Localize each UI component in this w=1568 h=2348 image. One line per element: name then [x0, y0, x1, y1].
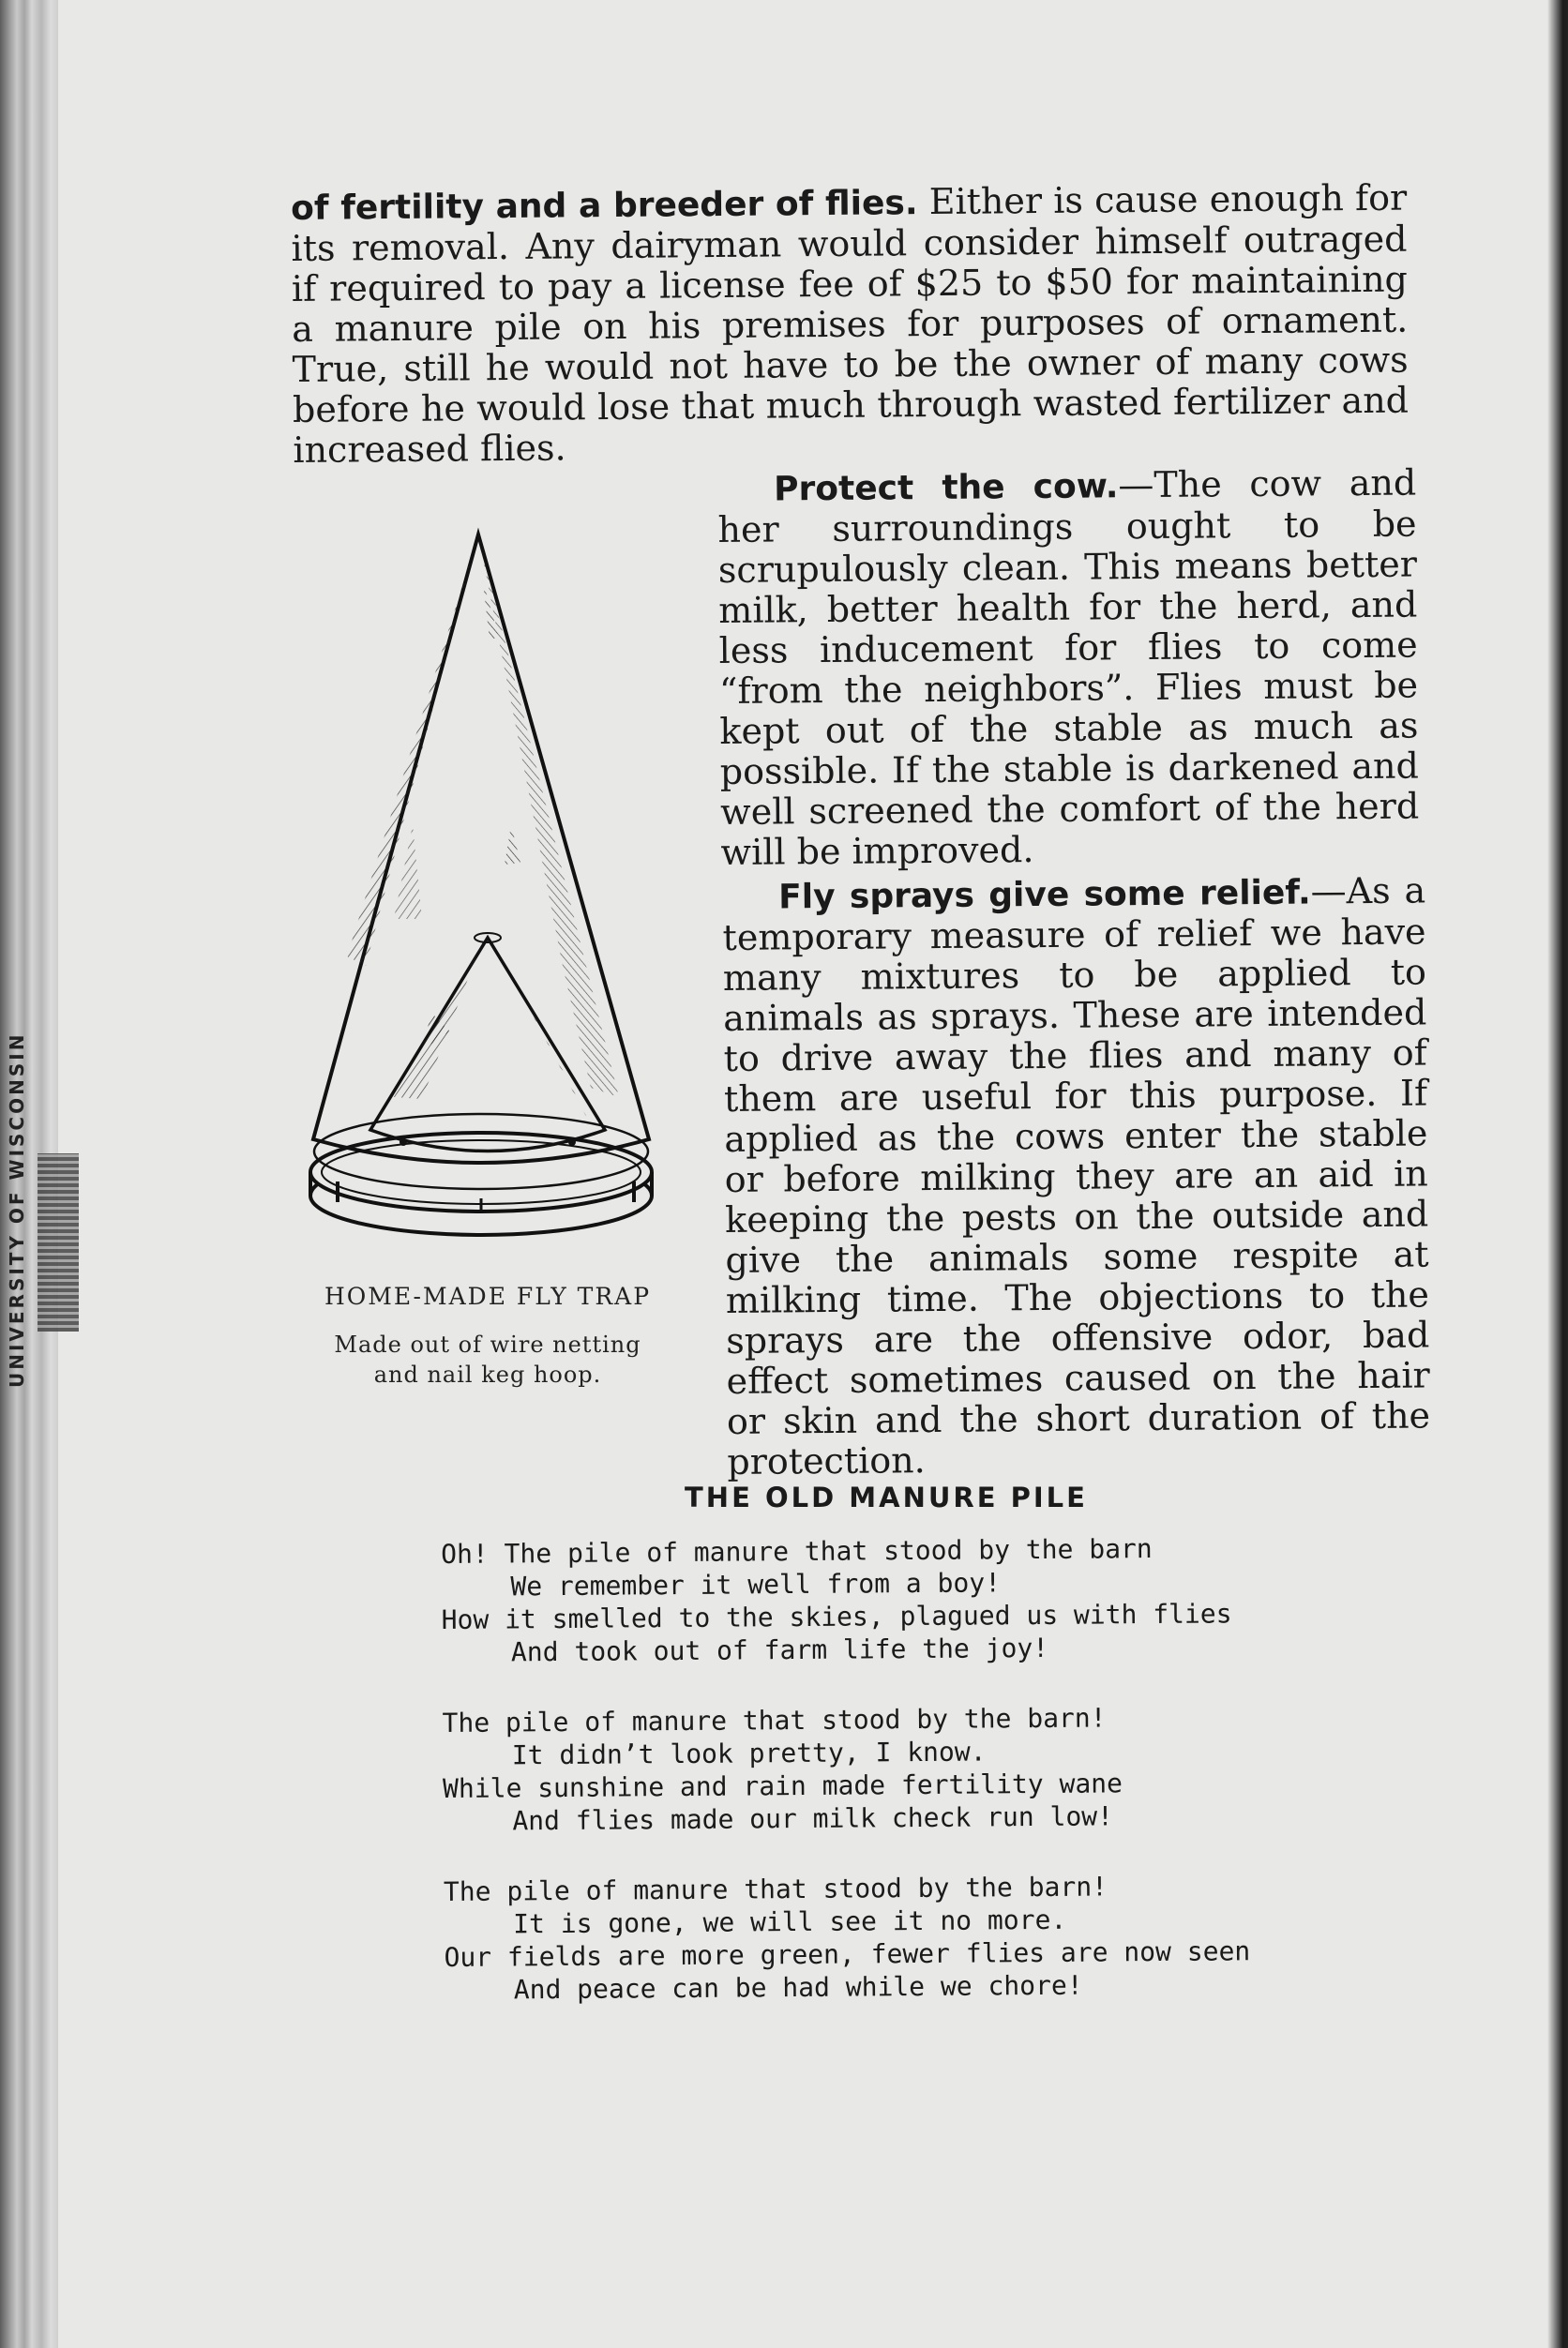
poem-line: It didn’t look pretty, I know.: [511, 1736, 987, 1771]
poem-line: And flies made our milk check run low!: [512, 1800, 1114, 1837]
figure-caption-line: Made out of wire netting: [334, 1332, 641, 1358]
fly-trap-drawing: [281, 525, 694, 1257]
protect-cow-paragraph: [717, 461, 1420, 873]
figure-caption-title: HOME-MADE FLY TRAP: [324, 1283, 652, 1310]
poem-line: Oh! The pile of manure that stood by the barn: [441, 1533, 1153, 1570]
poem-line: We remember it well from a boy!: [510, 1567, 1002, 1603]
intro-lead: of fertility and a breeder of flies.: [291, 184, 918, 228]
fly-trap-illustration: [281, 525, 694, 1257]
library-stamp: UNIVERSITY OF WISCONSIN: [6, 1031, 28, 1388]
poem-stanza: [441, 1531, 1286, 1669]
figure-caption: [281, 1330, 694, 1390]
intro-body: Either is cause enough for its removal. Any dairyman would consider himself outraged if required to pay a license fee of $25 to $50 for maintaining a manure pile on his premises for purposes of ornament. True, still he would not have to be the owner of many cows before he would lose that much through wasted fertilizer and increased flies.: [291, 176, 1410, 471]
poem-line: The pile of manure that stood by the barn!: [442, 1702, 1107, 1738]
poem-line: While sunshine and rain made fertility wane: [442, 1768, 1123, 1804]
intro-paragraph: [291, 176, 1410, 471]
poem-title: THE OLD MANURE PILE: [685, 1482, 1088, 1513]
protect-cow-heading: Protect the cow.: [774, 467, 1119, 509]
fly-sprays-paragraph: [722, 869, 1431, 1483]
protect-cow-body: —The cow and her surroundings ought to be scrupulously clean. This means better milk, better health for the herd, and less inducement for flies to come “from the neighbors”. Flies must be kept out of the stable as much as possible. If the stable is darkened and well screened the comfort of the herd will be improved.: [717, 461, 1420, 873]
poem-stanza: [444, 1869, 1289, 2007]
poem-line: Our fields are more green, fewer flies are now seen: [444, 1935, 1251, 1973]
figure-caption-line: and nail keg hoop.: [373, 1362, 602, 1388]
fly-sprays-body: —As a temporary measure of relief we have many mixtures to be applied to animals as sprays. These are intended to drive away the flies and many of them are useful for this purpose. If applied as the cows enter the stable or before milking they are an aid in keeping the pests on the outside and give the animals some respite at milking time. The objections to the sprays are the offensive odor, bad effect sometimes caused on the hair or skin and the short duration of the protection.: [722, 869, 1431, 1483]
poem-line: How it smelled to the skies, plagued us with flies: [441, 1598, 1232, 1635]
poem: [441, 1531, 1289, 2044]
poem-stanza: [442, 1700, 1287, 1838]
poem-line: And peace can be had while we chore!: [513, 1969, 1083, 2006]
fly-sprays-heading: Fly sprays give some relief.: [778, 873, 1311, 917]
poem-line: The pile of manure that stood by the barn!: [443, 1871, 1108, 1907]
page-right-edge-shadow: [1547, 0, 1568, 2348]
poem-line: And took out of farm life the joy!: [510, 1632, 1049, 1668]
poem-line: It is gone, we will see it no more.: [513, 1904, 1067, 1940]
library-stamp-block: [38, 1153, 79, 1332]
